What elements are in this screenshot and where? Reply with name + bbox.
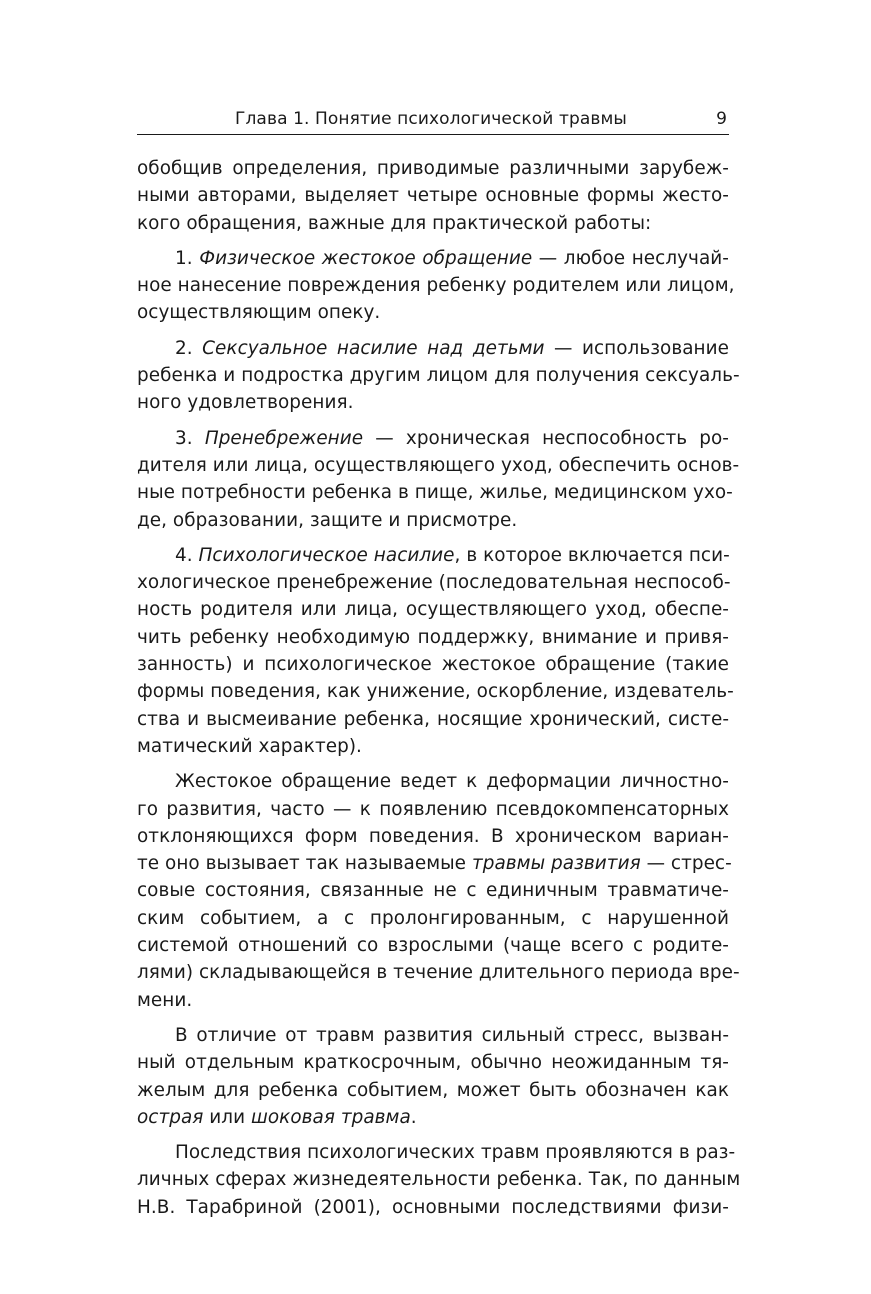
text-line [137, 335, 729, 362]
text-span: — хроническая неспособность ро- [363, 427, 729, 449]
text-line [137, 1139, 736, 1166]
italic-term: острая [137, 1106, 204, 1128]
text-span: формы поведения, как унижение, оскорбление, издеватель- [137, 681, 734, 703]
text-line [137, 155, 729, 182]
text-line [137, 389, 729, 416]
text-span: де, образовании, защите и присмотре. [137, 509, 518, 531]
text-line [137, 1022, 729, 1049]
text-line [137, 987, 729, 1014]
text-span: 1. [175, 247, 200, 269]
text-span: Жестокое обращение ведет к деформации личностно- [175, 771, 729, 793]
text-span: личных сферах жизнедеятельности ребенка. Так, по данным [137, 1169, 741, 1191]
text-span: осуществляющим опеку. [137, 302, 381, 324]
text-line [137, 624, 729, 651]
italic-term: Физическое жестокое обращение [199, 247, 533, 269]
text-line [137, 182, 729, 209]
text-span: лями) складывающейся в течение длительного периода вре- [137, 962, 740, 984]
text-line [137, 959, 740, 986]
text-span: хологическое пренебрежение (последовательная неспособ- [137, 572, 731, 594]
text-span: желым для ребенка событием, может быть обозначен как [137, 1079, 729, 1101]
text-span: или [203, 1106, 251, 1128]
text-line [137, 877, 729, 904]
text-span: системой отношений со взрослыми (чаще всего с родите- [137, 935, 729, 957]
text-line [137, 768, 729, 795]
italic-term: Психологическое насилие [198, 544, 455, 566]
running-title: Глава 1. Понятие психологической травмы [235, 109, 627, 129]
text-span: Последствия психологических травм проявляются в раз- [175, 1142, 736, 1164]
text-span: дителя или лица, осуществляющего уход, обеспечить основ- [137, 454, 740, 476]
text-span: те оно вызывает так называемые [137, 853, 472, 875]
text-line [137, 1194, 729, 1221]
text-line [137, 706, 729, 733]
text-span: ный отдельным краткосрочным, обычно неожиданным тя- [137, 1052, 729, 1074]
italic-term: Сексуальное насилие над детьми [202, 337, 545, 359]
text-line [137, 452, 740, 479]
header-rule [137, 134, 729, 135]
text-line [137, 479, 733, 506]
text-span: . [410, 1106, 417, 1128]
text-line [137, 1077, 729, 1104]
text-line [137, 733, 729, 760]
text-line [137, 299, 729, 326]
text-line [137, 245, 729, 272]
text-span: ные потребности ребенка в пище, жилье, медицинском ухо- [137, 482, 733, 504]
text-line [137, 272, 735, 299]
text-span: отклоняющихся форм поведения. В хроническом вариан- [137, 825, 729, 847]
text-span: ность родителя или лица, осуществляющего уход, обеспе- [137, 599, 729, 621]
text-line [137, 1104, 729, 1131]
text-span: го развития, часто — к появлению псевдокомпенсаторных [137, 798, 729, 820]
text-span: 3. [175, 427, 205, 449]
text-line [137, 905, 729, 932]
text-span: кого обращения, важные для практической работы: [137, 212, 652, 234]
italic-term: Пренебрежение [204, 427, 364, 449]
text-span: ное нанесение повреждения ребенку родителем или лицом, [137, 275, 735, 297]
text-span: обобщив определения, приводимые различными зарубеж- [137, 158, 729, 179]
text-span: ного удовлетворения. [137, 392, 354, 414]
text-span: ребенка и подростка другим лицом для получения сексуаль- [137, 365, 740, 387]
text-span: совые состояния, связанные не с единичным травматиче- [137, 880, 729, 902]
text-span: — стрес- [640, 853, 732, 875]
text-span: занность) и психологическое жестокое обращение (такие [137, 654, 729, 676]
text-line [137, 651, 729, 678]
text-line [137, 569, 729, 596]
text-span: Н.В. Тарабриной (2001), основными последствиями физи- [137, 1196, 729, 1218]
running-head [137, 108, 729, 134]
text-line [137, 425, 729, 452]
text-span: , в которое включается пси- [454, 544, 730, 566]
text-line [137, 507, 729, 534]
text-span: ства и высмеивание ребенка, носящие хронический, систе- [137, 708, 729, 730]
italic-term: травмы развития [471, 853, 641, 875]
text-line [137, 678, 734, 705]
text-span: — любое неслучай- [532, 247, 729, 269]
text-line [137, 596, 729, 623]
text-line [137, 362, 740, 389]
text-line [137, 796, 729, 823]
text-line [137, 1166, 741, 1193]
page-number: 9 [716, 109, 727, 129]
text-span: В отличие от травм развития сильный стресс, вызван- [175, 1024, 729, 1046]
text-line [137, 932, 729, 959]
text-line [137, 823, 729, 850]
text-span: — использование [544, 337, 729, 359]
text-span: ским событием, а с пролонгированным, с нарушенной [137, 907, 729, 929]
text-span: мени. [137, 989, 193, 1011]
italic-term: шоковая травма [251, 1106, 411, 1128]
text-span: 4. [175, 544, 199, 566]
text-span: матический характер). [137, 735, 362, 757]
text-line [137, 1049, 729, 1076]
text-span: чить ребенку необходимую поддержку, внимание и привя- [137, 626, 729, 648]
text-line [137, 542, 729, 569]
text-span: 2. [175, 337, 203, 359]
text-line [137, 210, 729, 237]
body-text [137, 155, 741, 1221]
text-span: ными авторами, выделяет четыре основные формы жесто- [137, 185, 729, 207]
text-line [137, 850, 732, 877]
